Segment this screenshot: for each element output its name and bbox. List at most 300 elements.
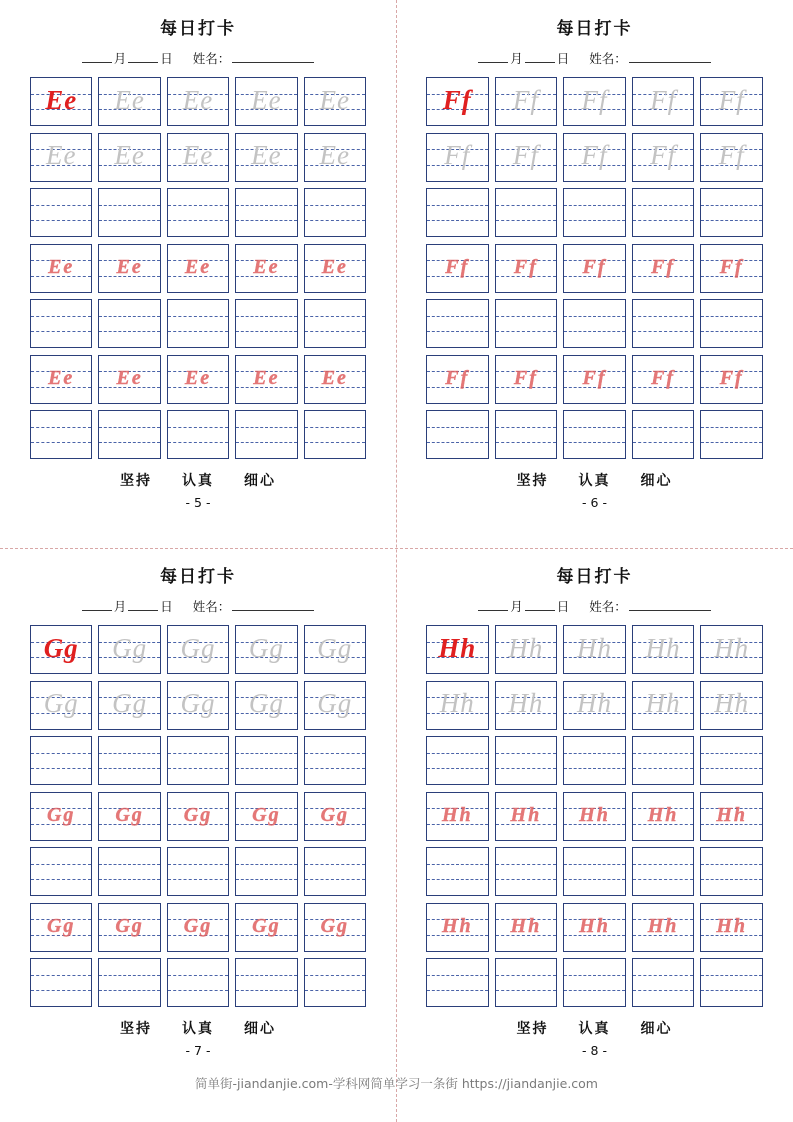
practice-cell[interactable] — [30, 188, 92, 237]
name-input-line[interactable] — [232, 599, 314, 611]
header-meta-row — [30, 49, 366, 67]
letter-blank — [496, 959, 557, 1006]
practice-cell[interactable] — [304, 625, 366, 674]
header-meta-row — [426, 597, 763, 615]
letter-blank — [701, 959, 762, 1006]
letter-trace: Ff — [650, 84, 677, 115]
practice-cell[interactable] — [700, 299, 763, 348]
practice-row — [30, 355, 366, 404]
practice-row — [426, 681, 763, 730]
letter-blank — [99, 848, 159, 895]
practice-row — [426, 355, 763, 404]
practice-cell[interactable] — [632, 792, 695, 841]
motto-word: 认真 — [182, 473, 214, 489]
practice-cell[interactable] — [98, 188, 160, 237]
practice-cell[interactable] — [304, 847, 366, 896]
letter-model: Gg — [43, 632, 79, 663]
letter-blank — [633, 737, 694, 784]
letter-blank — [427, 411, 488, 458]
practice-cell[interactable] — [167, 681, 229, 730]
practice-cell[interactable] — [700, 903, 763, 952]
practice-row — [30, 299, 366, 348]
letter-blank — [305, 959, 365, 1006]
practice-cell[interactable] — [30, 133, 92, 182]
practice-cell[interactable] — [700, 681, 763, 730]
practice-cell[interactable] — [235, 77, 297, 126]
letter-blank — [305, 300, 365, 347]
practice-row — [426, 133, 763, 182]
practice-cell[interactable] — [304, 792, 366, 841]
practice-cell[interactable] — [632, 903, 695, 952]
fold-line-horizontal — [0, 548, 793, 549]
practice-cell[interactable] — [235, 847, 297, 896]
letter-dotted: Hh — [579, 803, 610, 826]
practice-cell[interactable] — [98, 133, 160, 182]
practice-cell[interactable] — [30, 958, 92, 1007]
practice-row — [30, 847, 366, 896]
practice-cell[interactable] — [167, 299, 229, 348]
page-number: - 5 - — [185, 495, 211, 510]
letter-blank — [427, 300, 488, 347]
practice-cell[interactable] — [30, 244, 92, 293]
practice-cell[interactable] — [700, 792, 763, 841]
letter-dotted: Ee — [184, 255, 212, 278]
practice-cell[interactable] — [304, 958, 366, 1007]
letter-blank — [31, 737, 91, 784]
letter-trace: Hh — [508, 688, 544, 718]
letter-blank — [701, 411, 762, 458]
practice-cell[interactable] — [495, 299, 558, 348]
letter-trace: Gg — [248, 688, 284, 718]
letter-blank — [427, 848, 488, 895]
letter-trace: Hh — [576, 632, 612, 663]
practice-cell[interactable] — [304, 77, 366, 126]
practice-row — [426, 410, 763, 459]
letter-dotted: Hh — [716, 914, 748, 937]
practice-cell[interactable] — [304, 188, 366, 237]
page-number: - 6 - — [582, 495, 607, 510]
practice-cell[interactable] — [563, 299, 626, 348]
name-label: 姓名： — [192, 51, 231, 66]
letter-blank — [236, 959, 296, 1006]
practice-cell[interactable] — [30, 410, 92, 459]
letter-dotted: Ee — [116, 255, 143, 278]
practice-cell[interactable] — [700, 736, 763, 785]
practice-cell[interactable] — [563, 903, 626, 952]
practice-cell[interactable] — [30, 681, 92, 730]
practice-cell[interactable] — [167, 958, 229, 1007]
practice-cell[interactable] — [426, 299, 489, 348]
practice-cell[interactable] — [30, 847, 92, 896]
letter-blank — [564, 300, 625, 347]
practice-row — [426, 244, 763, 293]
practice-cell[interactable] — [304, 903, 366, 952]
practice-cell[interactable] — [167, 188, 229, 237]
letter-blank — [427, 959, 488, 1006]
practice-cell[interactable] — [700, 958, 763, 1007]
practice-cell[interactable] — [563, 244, 626, 293]
letter-dotted: Gg — [252, 914, 281, 937]
letter-trace: Ee — [45, 140, 77, 170]
letter-dotted: Ff — [513, 255, 538, 278]
practice-cell[interactable] — [98, 355, 160, 404]
letter-dotted: Hh — [647, 803, 679, 826]
practice-cell[interactable] — [426, 410, 489, 459]
practice-cell[interactable] — [563, 355, 626, 404]
practice-rows — [426, 77, 763, 459]
day-input-line[interactable] — [128, 51, 158, 63]
letter-trace: Ee — [251, 84, 282, 115]
letter-dotted: Ee — [184, 366, 212, 389]
practice-row — [426, 299, 763, 348]
letter-trace: Hh — [439, 688, 475, 718]
letter-dotted: Ee — [48, 255, 75, 278]
practice-cell[interactable] — [426, 792, 489, 841]
practice-cell[interactable] — [495, 847, 558, 896]
letter-blank — [305, 848, 365, 895]
practice-cell[interactable] — [235, 244, 297, 293]
day-input-line[interactable] — [128, 599, 158, 611]
name-input-line[interactable] — [629, 599, 711, 611]
worksheet-sheet-f — [396, 0, 793, 548]
day-label: 日 — [556, 599, 570, 614]
letter-blank — [633, 848, 694, 895]
practice-cell[interactable] — [426, 958, 489, 1007]
practice-cell[interactable] — [167, 792, 229, 841]
letter-trace: Ff — [650, 140, 677, 170]
practice-cell[interactable] — [304, 133, 366, 182]
day-input-line[interactable] — [525, 599, 555, 611]
month-input-line[interactable] — [82, 599, 112, 611]
motto-word: 认真 — [578, 473, 611, 489]
practice-cell[interactable] — [235, 188, 297, 237]
practice-cell[interactable] — [30, 792, 92, 841]
letter-trace: Ff — [581, 140, 608, 170]
letter-dotted: Gg — [115, 914, 144, 937]
practice-cell[interactable] — [426, 188, 489, 237]
letter-dotted: Gg — [183, 803, 213, 826]
letter-blank — [168, 300, 228, 347]
month-label: 月 — [113, 599, 127, 614]
practice-cell[interactable] — [495, 133, 558, 182]
motto-word: 细心 — [244, 1021, 276, 1037]
practice-cell[interactable] — [235, 903, 297, 952]
practice-row — [30, 958, 366, 1007]
letter-blank — [496, 737, 557, 784]
practice-cell[interactable] — [563, 188, 626, 237]
letter-blank — [236, 848, 296, 895]
practice-cell[interactable] — [235, 355, 297, 404]
practice-cell[interactable] — [495, 355, 558, 404]
practice-cell[interactable] — [632, 244, 695, 293]
letter-trace: Ee — [251, 140, 282, 170]
letter-trace: Gg — [112, 632, 148, 663]
letter-dotted: Ee — [321, 255, 348, 278]
practice-cell[interactable] — [700, 625, 763, 674]
letter-blank — [99, 189, 159, 236]
letter-dotted: Hh — [716, 803, 748, 826]
practice-cell[interactable] — [495, 244, 558, 293]
letter-dotted: Gg — [252, 803, 281, 826]
worksheet-sheet-e — [0, 0, 396, 548]
practice-cell[interactable] — [426, 133, 489, 182]
practice-cell[interactable] — [426, 847, 489, 896]
letter-trace: Ff — [581, 84, 608, 115]
practice-cell[interactable] — [167, 847, 229, 896]
practice-cell[interactable] — [563, 681, 626, 730]
practice-cell[interactable] — [235, 299, 297, 348]
practice-cell[interactable] — [235, 736, 297, 785]
watermark-text: 简单街-jiandanjie.com-学科网简单学习一条街 https://jiandanjie.com — [194, 1076, 598, 1091]
practice-cell[interactable] — [304, 355, 366, 404]
practice-cell[interactable] — [304, 681, 366, 730]
practice-cell[interactable] — [98, 903, 160, 952]
letter-blank — [168, 848, 228, 895]
practice-cell[interactable] — [700, 188, 763, 237]
practice-cell[interactable] — [495, 681, 558, 730]
practice-cell[interactable] — [700, 410, 763, 459]
practice-cell[interactable] — [235, 792, 297, 841]
practice-cell[interactable] — [98, 410, 160, 459]
practice-cell[interactable] — [235, 681, 297, 730]
practice-row — [30, 903, 366, 952]
practice-row — [30, 736, 366, 785]
practice-cell[interactable] — [700, 77, 763, 126]
day-label: 日 — [556, 51, 570, 66]
practice-cell[interactable] — [98, 625, 160, 674]
letter-dotted: Ff — [651, 255, 676, 278]
letter-trace: Ee — [319, 84, 351, 115]
motto-word: 细心 — [640, 473, 673, 489]
month-label: 月 — [113, 51, 127, 66]
practice-cell[interactable] — [98, 299, 160, 348]
letter-blank — [99, 737, 159, 784]
month-input-line[interactable] — [478, 51, 508, 63]
letter-dotted: Ff — [719, 366, 744, 389]
letter-dotted: Hh — [441, 914, 473, 937]
practice-row — [30, 244, 366, 293]
practice-cell[interactable] — [632, 77, 695, 126]
practice-row — [426, 736, 763, 785]
header-meta-row — [426, 49, 763, 67]
page-title: 每日打卡 — [556, 567, 633, 587]
practice-cell[interactable] — [632, 625, 695, 674]
practice-cell[interactable] — [632, 847, 695, 896]
practice-cell[interactable] — [98, 77, 160, 126]
practice-cell[interactable] — [167, 355, 229, 404]
practice-cell[interactable] — [563, 77, 626, 126]
motto-word: 坚持 — [516, 1021, 549, 1037]
practice-cell[interactable] — [426, 244, 489, 293]
motto-word: 细心 — [640, 1021, 673, 1037]
practice-row — [426, 792, 763, 841]
practice-row — [30, 792, 366, 841]
practice-cell[interactable] — [235, 410, 297, 459]
day-input-line[interactable] — [525, 51, 555, 63]
practice-cell[interactable] — [632, 355, 695, 404]
practice-cell[interactable] — [167, 77, 229, 126]
letter-dotted: Ff — [651, 366, 676, 389]
practice-cell[interactable] — [632, 410, 695, 459]
month-label: 月 — [510, 599, 523, 614]
practice-cell[interactable] — [495, 77, 558, 126]
practice-cell[interactable] — [30, 903, 92, 952]
practice-cell[interactable] — [563, 736, 626, 785]
letter-blank — [236, 189, 296, 236]
practice-cell[interactable] — [98, 736, 160, 785]
practice-cell[interactable] — [426, 77, 489, 126]
practice-cell[interactable] — [30, 355, 92, 404]
practice-row — [30, 625, 366, 674]
practice-cell[interactable] — [495, 410, 558, 459]
practice-cell[interactable] — [632, 736, 695, 785]
letter-blank — [496, 189, 557, 236]
practice-cell[interactable] — [700, 355, 763, 404]
letter-blank — [427, 737, 488, 784]
fold-line-vertical — [396, 0, 397, 1122]
practice-cell[interactable] — [632, 681, 695, 730]
letter-trace: Hh — [508, 632, 544, 663]
letter-blank — [701, 737, 762, 784]
practice-cell[interactable] — [700, 133, 763, 182]
practice-cell[interactable] — [304, 244, 366, 293]
practice-cell[interactable] — [167, 625, 229, 674]
letter-trace: Gg — [112, 688, 148, 718]
practice-cell[interactable] — [304, 736, 366, 785]
letter-blank — [633, 959, 694, 1006]
letter-dotted: Ee — [253, 255, 280, 278]
letter-dotted: Gg — [46, 914, 76, 937]
practice-cell[interactable] — [30, 736, 92, 785]
practice-cell[interactable] — [235, 958, 297, 1007]
name-input-line[interactable] — [629, 51, 711, 63]
letter-blank — [633, 300, 694, 347]
practice-cell[interactable] — [495, 792, 558, 841]
letter-blank — [701, 189, 762, 236]
name-input-line[interactable] — [232, 51, 314, 63]
month-input-line[interactable] — [82, 51, 112, 63]
letter-blank — [564, 848, 625, 895]
month-label: 月 — [510, 51, 523, 66]
practice-cell[interactable] — [563, 792, 626, 841]
practice-cell[interactable] — [700, 847, 763, 896]
motto-word: 坚持 — [120, 473, 152, 489]
practice-cell[interactable] — [495, 736, 558, 785]
letter-blank — [236, 737, 296, 784]
practice-cell[interactable] — [30, 77, 92, 126]
practice-cell[interactable] — [235, 133, 297, 182]
practice-cell[interactable] — [167, 410, 229, 459]
letter-dotted: Hh — [647, 914, 679, 937]
motto-word: 认真 — [182, 1021, 214, 1037]
practice-cell[interactable] — [632, 299, 695, 348]
practice-cell[interactable] — [563, 410, 626, 459]
letter-trace: Hh — [576, 688, 612, 718]
practice-cell[interactable] — [495, 958, 558, 1007]
practice-cell[interactable] — [426, 355, 489, 404]
practice-cell[interactable] — [632, 133, 695, 182]
practice-cell[interactable] — [167, 244, 229, 293]
practice-cell[interactable] — [167, 133, 229, 182]
practice-cell[interactable] — [426, 625, 489, 674]
letter-blank — [99, 411, 159, 458]
letter-dotted: Ff — [445, 255, 470, 278]
practice-cell[interactable] — [426, 681, 489, 730]
practice-cell[interactable] — [235, 625, 297, 674]
page-number: - 7 - — [185, 1043, 211, 1058]
practice-cell[interactable] — [563, 625, 626, 674]
letter-blank — [564, 411, 625, 458]
practice-row — [30, 188, 366, 237]
letter-blank — [236, 411, 296, 458]
letter-blank — [168, 959, 228, 1006]
practice-cell[interactable] — [304, 299, 366, 348]
practice-cell[interactable] — [563, 847, 626, 896]
letter-blank — [31, 848, 91, 895]
letter-dotted: Ee — [116, 366, 143, 389]
letter-blank — [236, 300, 296, 347]
practice-cell[interactable] — [426, 736, 489, 785]
letter-blank — [31, 300, 91, 347]
letter-dotted: Gg — [115, 803, 144, 826]
practice-cell[interactable] — [495, 903, 558, 952]
page-title: 每日打卡 — [556, 19, 633, 39]
worksheet-sheet-h — [396, 548, 793, 1093]
letter-trace: Ff — [512, 140, 539, 170]
practice-cell[interactable] — [98, 244, 160, 293]
practice-cell[interactable] — [30, 625, 92, 674]
letter-trace: Ff — [444, 140, 471, 170]
practice-cell[interactable] — [304, 410, 366, 459]
practice-cell[interactable] — [700, 244, 763, 293]
day-label: 日 — [160, 51, 173, 66]
letter-dotted: Ff — [513, 366, 538, 389]
practice-cell[interactable] — [167, 736, 229, 785]
practice-cell[interactable] — [30, 299, 92, 348]
practice-cell[interactable] — [98, 792, 160, 841]
letter-dotted: Gg — [320, 914, 350, 937]
footer-motto — [426, 1018, 763, 1038]
worksheet-sheet-g — [0, 548, 396, 1093]
practice-cell[interactable] — [563, 133, 626, 182]
letter-blank — [305, 189, 365, 236]
letter-dotted: Ff — [719, 255, 744, 278]
practice-cell[interactable] — [632, 188, 695, 237]
practice-cell[interactable] — [98, 847, 160, 896]
letter-dotted: Gg — [183, 914, 213, 937]
month-input-line[interactable] — [478, 599, 508, 611]
footer-motto — [30, 470, 366, 490]
letter-dotted: Hh — [510, 914, 542, 937]
letter-blank — [496, 411, 557, 458]
practice-cell[interactable] — [426, 903, 489, 952]
practice-cell[interactable] — [167, 903, 229, 952]
letter-dotted: Ff — [582, 366, 607, 389]
header-meta-row — [30, 597, 366, 615]
letter-blank — [168, 189, 228, 236]
practice-cell[interactable] — [632, 958, 695, 1007]
letter-blank — [633, 189, 694, 236]
practice-row — [30, 681, 366, 730]
practice-row — [426, 903, 763, 952]
practice-cell[interactable] — [563, 958, 626, 1007]
practice-cell[interactable] — [495, 188, 558, 237]
practice-cell[interactable] — [98, 681, 160, 730]
practice-row — [30, 133, 366, 182]
day-label: 日 — [160, 599, 173, 614]
practice-cell[interactable] — [495, 625, 558, 674]
practice-cell[interactable] — [98, 958, 160, 1007]
